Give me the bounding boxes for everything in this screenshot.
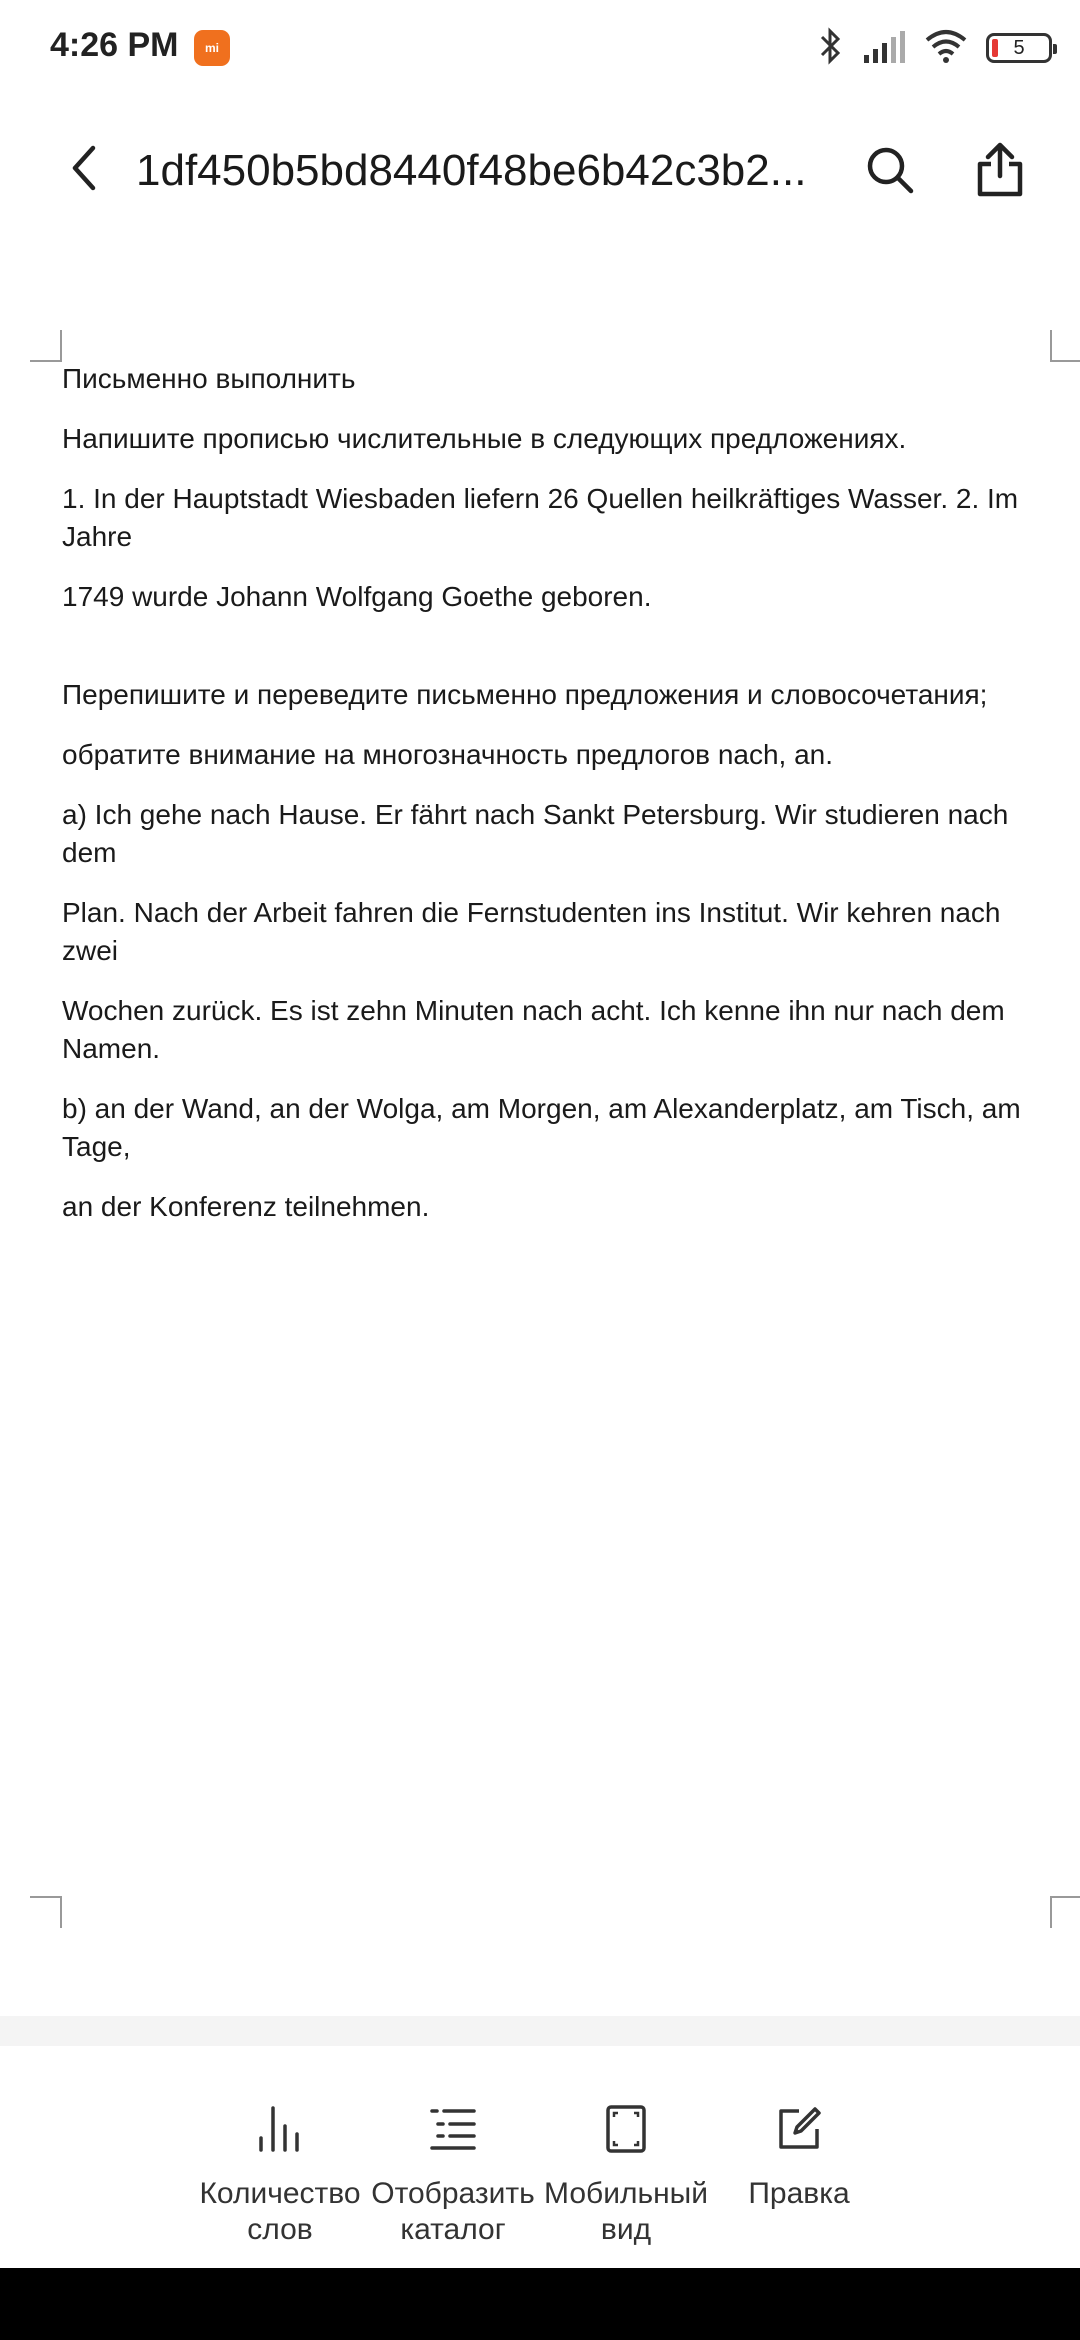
doc-line: обратите внимание на многозначность предлогов nach, an.	[62, 739, 834, 770]
doc-line: 1. In der Hauptstadt Wiesbaden liefern 26 Quellen heilkräftiges Wasser. 2. Im Jahre	[62, 483, 1019, 552]
mobile-frame-icon	[604, 2103, 648, 2155]
doc-line: 1749 wurde Johann Wolfgang Goethe geboren.	[62, 581, 652, 612]
chevron-left-icon	[67, 144, 101, 192]
search-icon	[865, 145, 915, 195]
bottom-toolbar	[0, 2046, 1080, 2266]
app-header	[0, 96, 1080, 248]
doc-line: b) an der Wand, an der Wolga, am Morgen, am Alexanderplatz, am Tisch, am Tage,	[62, 1093, 1021, 1162]
doc-line: Напишите прописью числительные в следующих предложениях.	[62, 423, 907, 454]
edit-button[interactable]	[709, 2096, 889, 2212]
document-page[interactable]	[0, 330, 1080, 1930]
doc-line: Plan. Nach der Arbeit fahren die Fernstudenten ins Institut. Wir kehren nach zwei	[62, 897, 1001, 966]
status-bar	[0, 0, 1080, 96]
bluetooth-icon	[818, 26, 844, 71]
edit-label: Правка	[748, 2177, 850, 2210]
system-navigation-bar	[0, 2268, 1080, 2340]
show-catalog-button[interactable]	[363, 2096, 543, 2248]
signal-icon	[862, 29, 906, 68]
search-button[interactable]	[860, 140, 920, 200]
mobile-view-label: Мобильный вид	[544, 2177, 708, 2246]
edit-icon	[775, 2105, 823, 2153]
word-count-button[interactable]	[190, 2096, 370, 2248]
doc-line: Письменно выполнить	[62, 363, 356, 394]
back-button[interactable]	[54, 138, 114, 198]
doc-line: an der Konferenz teilnehmen.	[62, 1191, 430, 1222]
battery-level: 5	[1013, 37, 1025, 59]
doc-line: Перепишите и переведите письменно предложения и словосочетания;	[62, 679, 988, 710]
crop-mark-bottom-right	[1050, 1896, 1080, 1928]
crop-mark-top-left	[30, 330, 62, 362]
show-catalog-label: Отобразить каталог	[371, 2177, 535, 2246]
list-icon	[428, 2106, 478, 2152]
document-title: 1df450b5bd8440f48be6b42c3b2...	[136, 146, 807, 195]
share-icon	[976, 142, 1024, 198]
battery-icon	[986, 33, 1052, 63]
crop-mark-bottom-left	[30, 1896, 62, 1928]
share-button[interactable]	[970, 138, 1030, 202]
bar-chart-icon	[255, 2104, 305, 2154]
document-body	[62, 360, 1062, 1248]
status-icons	[818, 26, 1052, 70]
doc-line: Wochen zurück. Es ist zehn Minuten nach acht. Ich kenne ihn nur nach dem Namen.	[62, 995, 1005, 1064]
toolbar-divider	[0, 2016, 1080, 2046]
word-count-label: Количество слов	[199, 2177, 361, 2246]
mobile-view-button[interactable]	[536, 2096, 716, 2248]
wifi-icon	[924, 28, 968, 69]
status-time: 4:26 PM	[50, 26, 179, 64]
crop-mark-top-right	[1050, 330, 1080, 362]
doc-line: a) Ich gehe nach Hause. Er fährt nach Sankt Petersburg. Wir studieren nach dem	[62, 799, 1009, 868]
mi-app-icon	[194, 30, 230, 66]
